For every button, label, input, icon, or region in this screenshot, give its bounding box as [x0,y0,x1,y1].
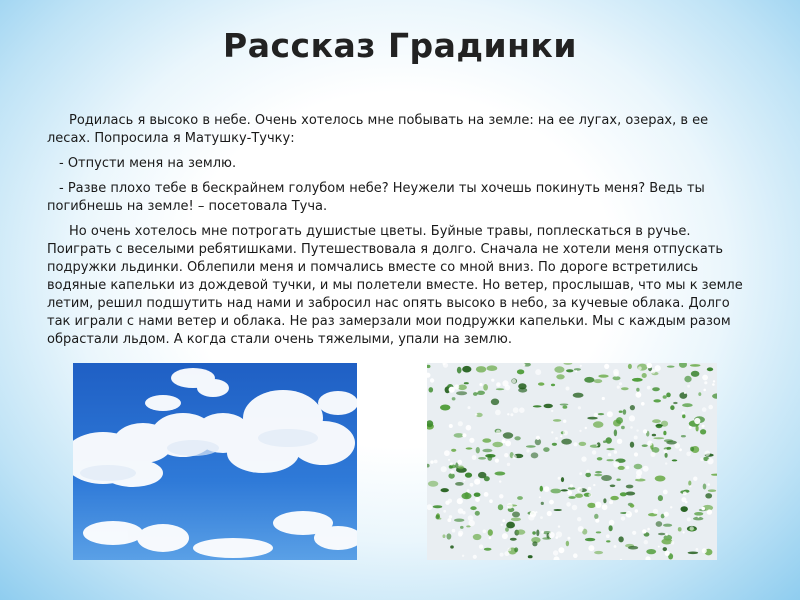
sky-clouds-photo [73,363,357,560]
hail-on-grass-photo [427,363,717,560]
story-text [47,112,755,356]
story-paragraph-4: Но очень хотелось мне потрогать душистые цветы. Буйные травы, поплескаться в ручье. Поиграть с веселыми ребятишками. Путешествовала я долго. Сначала не хотели меня отпускать подружки льдинки. Облепили меня и помчались вместе со мной вниз. По дороге встретились водяные капельки из дождевой тучки, и мы полетели вместе. Но ветер, прослышав, что мы к земле летим, решил подшутить над нами и забросил нас опять высоко в небо, за кучевые облака. Долго так играли с нами ветер и облака. Не раз замерзали мои подружки капельки. Мы с каждым разом обрастали льдом. А когда стали очень тяжелыми, упали на землю. [47,224,743,347]
slide-title: Рассказ Градинки [223,26,577,65]
story-paragraph-2: - Отпусти меня на землю. [59,156,237,171]
story-paragraph-3: - Разве плохо тебе в бескрайнем голубом небе? Неужели ты хочешь покинуть меня? Ведь ты погибнешь на земле! – посетовала Туча. [47,181,705,214]
story-paragraph-1: Родилась я высоко в небе. Очень хотелось мне побывать на земле: на ее лугах, озерах, в ее лесах. Попросила я Матушку-Тучку: [47,113,709,146]
